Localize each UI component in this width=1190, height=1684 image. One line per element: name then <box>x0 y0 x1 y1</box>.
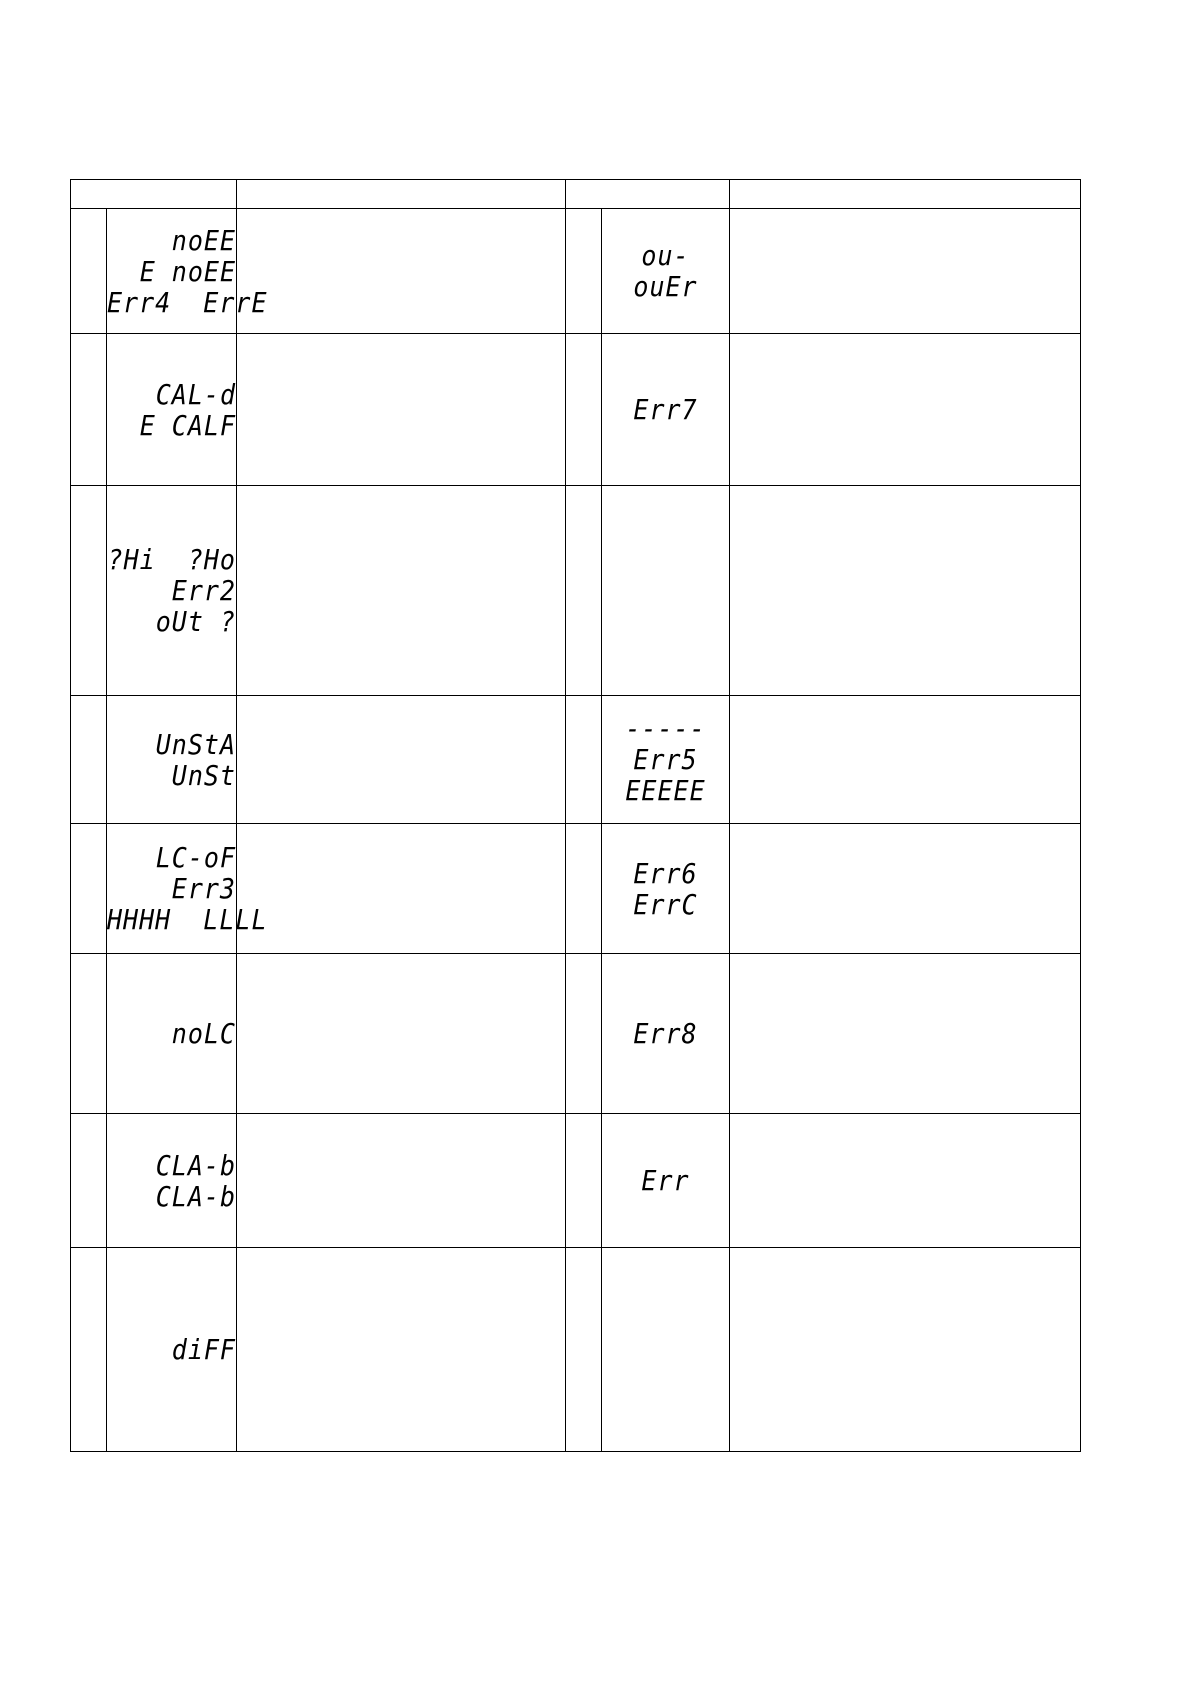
display-cell-right <box>602 486 730 696</box>
display-cell-left <box>107 1114 237 1248</box>
description-cell-left <box>237 486 566 696</box>
lcd-code: Err <box>641 1164 690 1197</box>
table-row <box>71 209 1081 334</box>
table-row <box>71 954 1081 1114</box>
row-number-cell-right <box>566 1248 602 1452</box>
row-number-cell-right <box>566 1114 602 1248</box>
display-cell-right <box>602 696 730 824</box>
description-cell-left <box>237 209 566 334</box>
lcd-code: E CALF <box>139 408 236 442</box>
description-cell-right <box>730 334 1081 486</box>
row-number-cell-right <box>566 209 602 334</box>
table-row <box>71 486 1081 696</box>
display-cell-left <box>107 1248 237 1452</box>
lcd-code: ErrC <box>633 887 698 921</box>
row-number-cell <box>71 1248 107 1452</box>
display-cell-left <box>107 334 237 486</box>
display-cell-right <box>602 1248 730 1452</box>
lcd-code: CLA-b <box>155 1148 236 1182</box>
lcd-code: CAL-d <box>155 377 236 411</box>
display-cell-right <box>602 209 730 334</box>
row-number-cell <box>71 824 107 954</box>
header-cell-display <box>71 180 237 209</box>
table-row <box>71 334 1081 486</box>
table-row <box>71 1114 1081 1248</box>
error-code-table <box>70 179 1081 1452</box>
description-cell-left <box>237 696 566 824</box>
lcd-code: UnStA <box>155 727 236 761</box>
lcd-code: Err3 <box>171 872 236 905</box>
description-cell-right <box>730 954 1081 1114</box>
lcd-code: ----- <box>625 712 706 745</box>
lcd-code: E noEE <box>139 254 236 288</box>
header-cell-description-2 <box>730 180 1081 209</box>
lcd-code: diFF <box>171 1333 236 1366</box>
row-number-cell-right <box>566 696 602 824</box>
row-number-cell <box>71 486 107 696</box>
lcd-code: LC-oF <box>155 841 236 874</box>
display-cell-left <box>107 486 237 696</box>
header-cell-display-2 <box>566 180 730 209</box>
lcd-code: ?Hi ?Ho <box>107 543 236 576</box>
row-number-cell-right <box>566 954 602 1114</box>
lcd-code: Err2 <box>171 574 236 607</box>
lcd-code: UnSt <box>171 758 236 792</box>
lcd-code: ou- <box>641 239 690 272</box>
lcd-code: Err5 <box>633 743 698 776</box>
lcd-code: HHHH LLLL <box>107 903 268 936</box>
display-cell-right <box>602 954 730 1114</box>
display-cell-left <box>107 954 237 1114</box>
table-row <box>71 824 1081 954</box>
description-cell-left <box>237 824 566 954</box>
display-cell-left <box>107 824 268 954</box>
description-cell-right <box>730 1114 1081 1248</box>
lcd-code: CLA-b <box>155 1179 236 1213</box>
display-cell-right <box>602 334 730 486</box>
row-number-cell <box>71 334 107 486</box>
lcd-code: Err8 <box>633 1017 698 1050</box>
table-row <box>71 696 1081 824</box>
header-cell-description <box>237 180 566 209</box>
description-cell-left <box>237 1114 566 1248</box>
row-number-cell <box>71 1114 107 1248</box>
lcd-code: EEEEE <box>625 774 706 807</box>
lcd-code: Err6 <box>633 856 698 890</box>
description-cell-left <box>237 334 566 486</box>
row-number-cell-right <box>566 486 602 696</box>
row-number-cell <box>71 954 107 1114</box>
lcd-code: noLC <box>171 1017 236 1050</box>
display-cell-left <box>107 209 268 334</box>
display-cell-left <box>107 696 237 824</box>
row-number-cell <box>71 209 107 334</box>
display-cell-right <box>602 1114 730 1248</box>
description-cell-right <box>730 696 1081 824</box>
description-cell-left <box>237 1248 566 1452</box>
row-number-cell-right <box>566 824 602 954</box>
description-cell-right <box>730 209 1081 334</box>
lcd-code: oUt ? <box>155 605 236 638</box>
lcd-code: Err7 <box>633 393 698 426</box>
description-cell-right <box>730 486 1081 696</box>
lcd-code: Err4 ErrE <box>107 285 268 319</box>
description-cell-left <box>237 954 566 1114</box>
description-cell-right <box>730 824 1081 954</box>
description-cell-right <box>730 1248 1081 1452</box>
row-number-cell-right <box>566 334 602 486</box>
table-header-row <box>71 180 1081 209</box>
table-row <box>71 1248 1081 1452</box>
display-cell-right <box>602 824 730 954</box>
lcd-code: noEE <box>171 223 236 257</box>
row-number-cell <box>71 696 107 824</box>
lcd-code: ouEr <box>633 270 698 303</box>
